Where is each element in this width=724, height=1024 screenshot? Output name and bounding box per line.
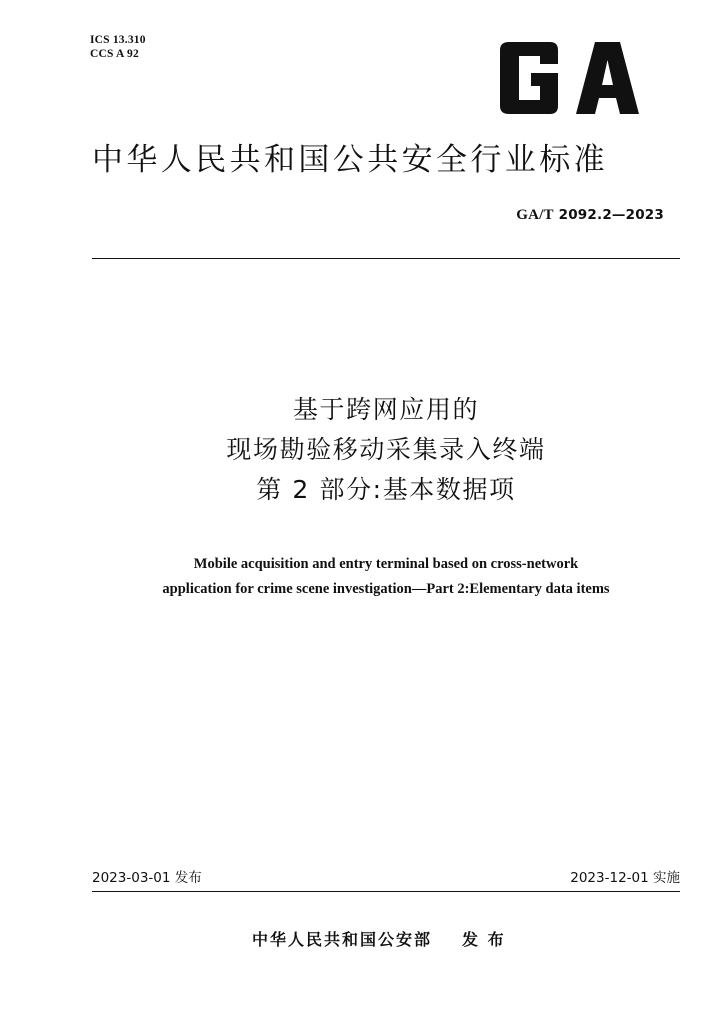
publisher-action: 发 布 [462, 930, 506, 949]
standard-number-value: 2092.2—2023 [558, 207, 664, 223]
footer-divider [92, 891, 680, 892]
issue-date: 2023-03-01 发布 [92, 870, 202, 886]
ccs-code: CCS A 92 [90, 48, 139, 60]
ics-code: ICS 13.310 [90, 34, 146, 46]
standard-category-title: 中华人民共和国公共安全行业标准 [92, 142, 608, 178]
en-title-line-1: Mobile acquisition and entry terminal based on cross-network [193, 556, 579, 572]
ga-logo-graphic [496, 40, 642, 116]
cn-title-line-3: 第 2 部分:基本数据项 [256, 475, 516, 504]
cn-title-line-2: 现场勘验移动采集录入终端 [226, 435, 546, 464]
header-divider [92, 258, 680, 259]
publisher [252, 929, 506, 951]
implementation-date: 2023-12-01 实施 [570, 870, 680, 886]
cn-title-line-1: 基于跨网应用的 [292, 395, 480, 424]
standard-number-prefix: GA/T [516, 207, 554, 223]
standard-number [516, 206, 664, 224]
classification-codes [90, 33, 146, 61]
english-document-title [92, 552, 680, 602]
ga-logo [496, 40, 642, 116]
publisher-name: 中华人民共和国公安部 [252, 930, 433, 949]
chinese-document-title [92, 390, 680, 510]
en-title-line-2: application for crime scene investigation—Part 2:Elementary data items [162, 581, 610, 597]
